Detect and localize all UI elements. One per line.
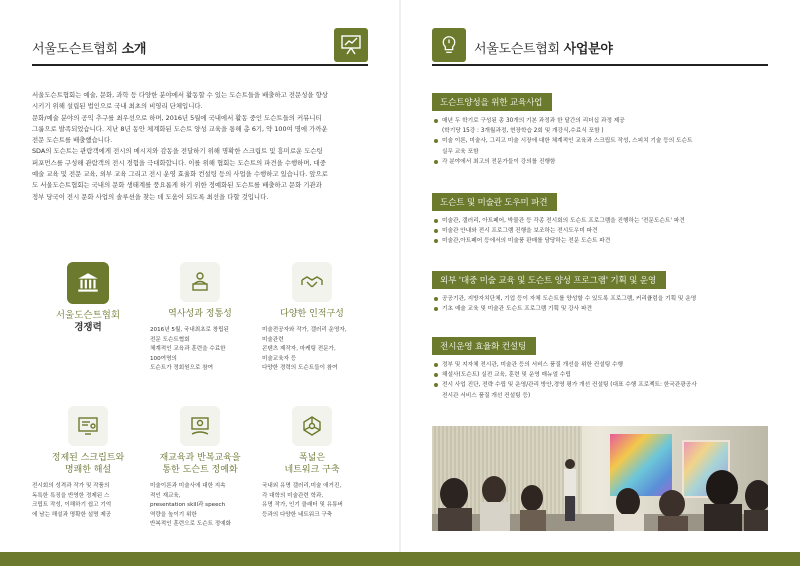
feature-name: 재교육과 반복교육을 통한 도슨트 정예화 (159, 453, 241, 475)
section-list (432, 360, 772, 401)
handshake-icon (292, 262, 332, 302)
feature-script (32, 406, 144, 520)
network-nodes-icon (292, 406, 332, 446)
museum-icon (67, 262, 109, 304)
feature-desc: 2016년 5월, 국내최초로 창립된 전문 도슨트협회 체계적인 교육과 훈련을 수료한 100여명의 도슨트가 정회원으로 참여 (150, 327, 229, 371)
presentation-chart-icon (334, 28, 368, 62)
section-education (432, 90, 772, 167)
list-item-sub: 실무 교육 포함 (442, 148, 479, 155)
right-page (400, 0, 800, 566)
feature-desc: 국내외 유명 갤러리,미술 애거진, 각 대학의 미술관련 학과, 유명 작가, 인기 클래터 및 유튜버 등과의 다양한 네트워크 구축 (262, 483, 343, 518)
section-consulting (432, 334, 772, 401)
feature-name: 역사성과 정통성 (168, 309, 232, 319)
section-list (432, 294, 772, 314)
feature-name: 정제된 스크립트와 명쾌한 해설 (51, 453, 125, 475)
intro-line: 예술 교육 및 전문 교육, 외부 교육 그리고 전시 운영 효율화 컨설팅 등의 사업을 수행하고 있습니다. 앞으로 (32, 170, 328, 179)
left-header (32, 28, 368, 66)
script-screen-icon (68, 406, 108, 446)
right-header (432, 28, 768, 66)
feature-desc: 미술이론과 미술사에 대한 지속 적인 재교육, presentation skill과 speech 역량을 높이기 위한 반복적인 훈련으로 도슨트 정예화 (150, 483, 231, 527)
feature-network (256, 406, 368, 520)
list-item: 미술 이론, 미술사, 그리고 미술 시장에 대한 체계적인 교육과 스크립트 작성, 스피치 기술 등의 도슨트 (432, 136, 772, 146)
intro-line: 퍼포먼스를 구성해 관람객의 전시 경험을 극대화합니다. 이를 위해 협회는 도슨트의 파견을 수행하며, 대중 (32, 158, 326, 167)
feature-desc: 전시회의 성격과 작가 및 작품의 독특한 특징을 반영한 정제된 스 크립트 작성, 이해하기 쉽고 기억 에 남는 해설과 명확한 설명 제공 (32, 483, 112, 518)
list-item: 정부 및 지자체 전시관, 미술관 등의 서비스 품질 개선을 위한 컨설팅 수행 (432, 360, 772, 370)
right-title-prefix: 서울도슨트협회 (474, 42, 564, 57)
intro-line: 시키기 위해 설립된 법인으로 국내 최초의 비영리 단체입니다. (32, 102, 203, 111)
podium-speaker-icon (180, 262, 220, 302)
left-title-bold: 소개 (121, 42, 147, 57)
intro-line: 도 서울도슨트협회는 국내의 문화 생태계를 풍요롭게 하기 위한 정예화된 도슨트를 배출하고 문화 기관과 (32, 181, 322, 190)
intro-line: 서울도슨트협회는 예술, 문화, 과학 등 다양한 분야에서 활동할 수 있는 도슨트들을 배출하고 전문성을 향상 (32, 91, 328, 99)
list-item-sub: 전시관 서비스 품질 개선 컨설팅 등) (442, 392, 531, 399)
feature-name: 다양한 인적구성 (280, 309, 344, 319)
feature-competitiveness (32, 262, 144, 334)
feature-retraining (144, 406, 256, 530)
section-title: 도슨트 및 미술관 도우미 파견 (432, 193, 557, 211)
gallery-docent-tour-photo (432, 426, 768, 531)
feature-name: 폭넓은 네트워크 구축 (284, 453, 340, 475)
intro-line: 문화/예술 분야의 공익 추구를 최우선으로 하며, 2016년 5월에 국내에서 활동 중인 도슨트들의 커뮤니티 (32, 113, 322, 122)
intro-line: 전문 도슨트를 배출했습니다. (32, 136, 113, 145)
right-page-title (474, 38, 613, 57)
intro-line: 정부 당국이 전시 문화 사업의 솔루션을 찾는 데 도움이 되도록 최선을 다할 것입니다. (32, 192, 269, 201)
section-list (432, 216, 772, 247)
list-item: 미술관,아트페어 등에서의 미술품 판매를 담당하는 전문 도슨트 파견 (432, 236, 772, 246)
left-page-title (32, 38, 146, 57)
left-title-prefix: 서울도슨트협회 (32, 42, 122, 57)
list-item: 전시 사업 진단, 전략 수립 및 운영/관리 방안,경영 평가 개선 컨설팅 (대표 수행 프로젝트: 한국관광공사 (432, 380, 772, 390)
feature-desc: 미술전공자와 작가, 갤러리 운영자, 미술관련 콘텐츠 제작자, 마케팅 전문가, 미술교육자 등 다양한 경력의 도슨트들이 참여 (262, 327, 347, 371)
intro-line: SDA의 도슨트는 관람객에게 전시의 메시지와 감동을 전달하기 위해 명확한 스크립트 및 흥미로운 도슨팅 (32, 147, 323, 156)
list-item: 미술관, 갤러리, 아트페어, 박물관 등 각종 전시회의 도슨트 프로그램을 진행하는 '전문도슨트' 파견 (432, 216, 772, 226)
header-rule (432, 64, 768, 66)
section-dispatch (432, 190, 772, 247)
lightbulb-icon (432, 28, 466, 62)
list-item: 각 분야에서 최고의 전문가들이 강의를 진행함 (432, 157, 772, 167)
header-rule (32, 64, 368, 66)
list-item: 기초 예술 교육 및 미술관 도슨트 프로그램 기획 및 강사 파견 (432, 304, 772, 314)
education-book-icon (180, 406, 220, 446)
feature-diverse-members (256, 262, 368, 374)
list-item: 매년 두 학기로 구성된 총 30개의 기본 과정과 한 달간의 리더십 과정 제공 (432, 116, 772, 126)
section-title: 전시운영 효율화 컨설팅 (432, 337, 536, 355)
intro-line: 그룹으로 발족되었습니다. 지난 8년 동안 체계화된 도슨트 양성 교육을 통해 총 6기, 약 100여 명에 가까운 (32, 124, 328, 133)
list-item: 미술관 안내와 전시 프로그램 진행을 보조하는 전시도우미 파견 (432, 226, 772, 236)
section-external-program (432, 268, 772, 314)
list-item: 공공기관, 지방자치단체, 기업 등이 자체 도슨트를 양성할 수 있도록 프로그램, 커리큘럼을 기획 및 운영 (432, 294, 772, 304)
section-title: 외부 '대중 미술 교육 및 도슨트 양성 프로그램' 기획 및 운영 (432, 271, 666, 289)
feature-name: 서울도슨트협회 경쟁력 (55, 310, 121, 333)
intro-text (32, 90, 368, 203)
feature-history (144, 262, 256, 374)
right-title-bold: 사업분야 (563, 42, 613, 57)
section-title: 도슨트양성을 위한 교육사업 (432, 93, 552, 111)
list-item-sub: (학기당 15강 : 3개월과정, 현장학습 2회 및 개강식,수료식 포함 ) (442, 128, 604, 135)
footer-bar (0, 552, 800, 566)
section-list (432, 116, 772, 167)
list-item: 해설사(도슨트) 실전 교육, 훈련 및 운영 매뉴얼 수립 (432, 370, 772, 380)
